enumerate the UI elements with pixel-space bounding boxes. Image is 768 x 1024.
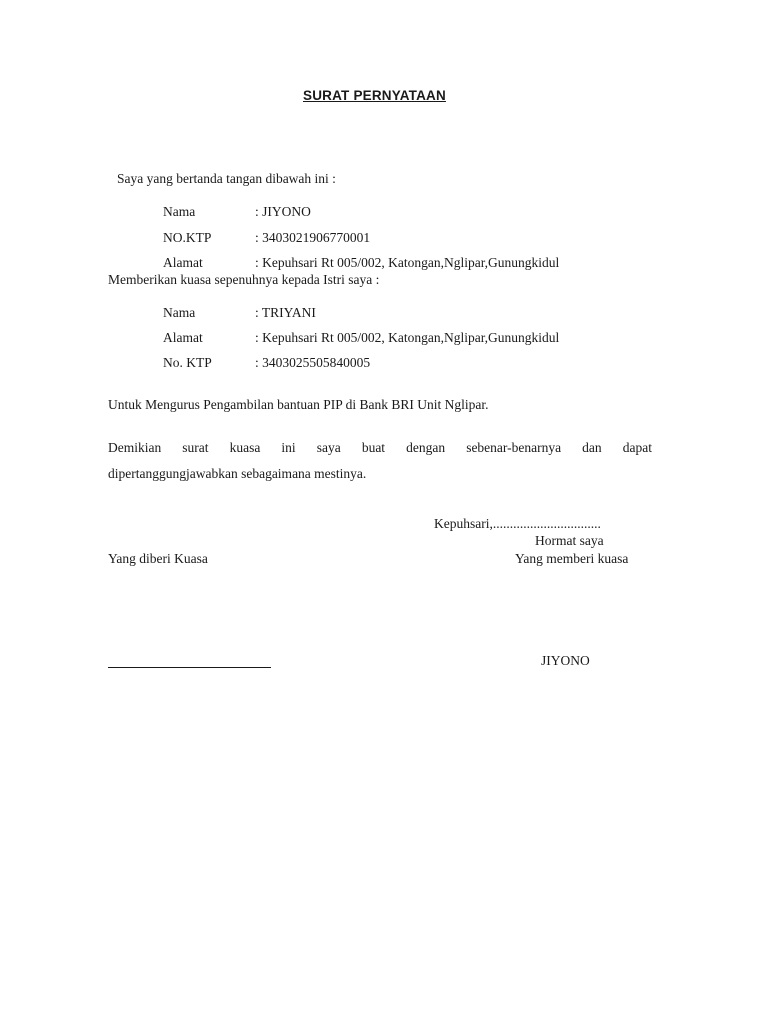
grantee-ktp-label: No. KTP: [163, 355, 212, 370]
grantee-address-value: : Kepuhsari Rt 005/002, Katongan,Nglipar,Gunungkidul: [255, 330, 560, 345]
grantor-name-label: Nama: [163, 204, 196, 219]
closing-line-2: dipertanggungjawabkan sebagaimana mestinya.: [108, 466, 367, 481]
place-date: Kepuhsari,................................: [434, 516, 601, 531]
receiver-signature-line: [108, 667, 271, 668]
grantor-address-value: : Kepuhsari Rt 005/002, Katongan,Nglipar,Gunungkidul: [255, 255, 560, 270]
grant-statement: Memberikan kuasa sepenuhnya kepada Istri saya :: [108, 272, 380, 287]
grantee-ktp-value: : 3403025505840005: [255, 355, 371, 370]
intro-text: Saya yang bertanda tangan dibawah ini :: [117, 171, 336, 186]
grantor-ktp-value: : 3403021906770001: [255, 230, 371, 245]
regards-text: Hormat saya: [535, 533, 604, 548]
giver-label: Yang memberi kuasa: [515, 551, 629, 566]
purpose-text: Untuk Mengurus Pengambilan bantuan PIP di Bank BRI Unit Nglipar.: [108, 397, 489, 412]
grantor-ktp-label: NO.KTP: [163, 230, 212, 245]
grantee-name-value: : TRIYANI: [255, 305, 316, 320]
closing-line-1: Demikian surat kuasa ini saya buat dengan sebenar-benarnya dan dapat: [108, 440, 652, 455]
grantee-name-label: Nama: [163, 305, 196, 320]
giver-signature-name: JIYONO: [541, 653, 590, 668]
letter-title: SURAT PERNYATAAN: [303, 88, 446, 103]
grantor-address-label: Alamat: [163, 255, 203, 270]
grantor-name-value: : JIYONO: [255, 204, 311, 219]
grantee-address-label: Alamat: [163, 330, 203, 345]
receiver-label: Yang diberi Kuasa: [108, 551, 208, 566]
